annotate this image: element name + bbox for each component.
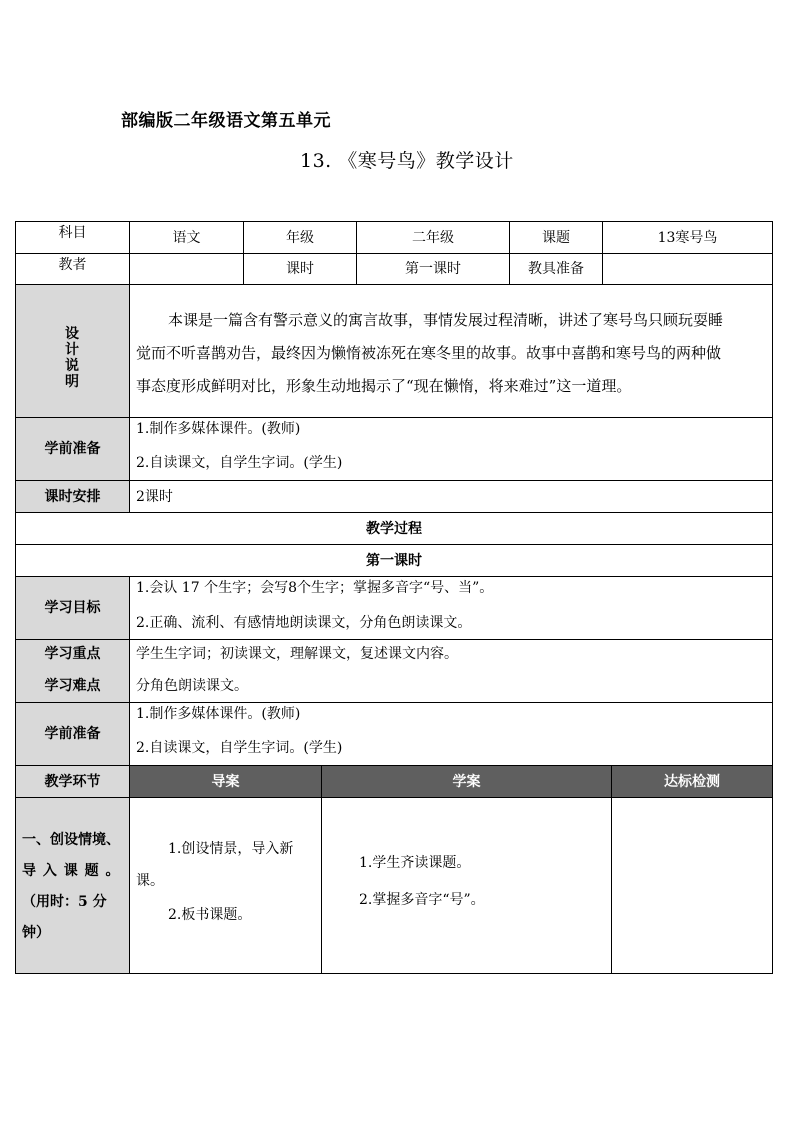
check-header: 达标检测	[664, 773, 720, 790]
tools-label: 教具准备	[528, 261, 584, 277]
prep-item: 1.制作多媒体课件。(教师)	[136, 421, 301, 437]
prep-label: 学前准备	[44, 441, 101, 457]
goals-label: 学习目标	[44, 600, 101, 616]
period-value: 第一课时	[405, 261, 461, 277]
study-header: 学案	[452, 773, 481, 790]
subject-label: 科目	[58, 225, 87, 241]
prep2-item: 2.自读课文，自学生字词。(学生)	[136, 740, 343, 756]
step-header: 教学环节	[44, 773, 101, 790]
document-title: 13. 《寒号鸟》教学设计	[300, 150, 514, 172]
difficulty-label: 学习难点	[44, 678, 101, 694]
subject-value: 语文	[172, 229, 201, 246]
guide-header: 导案	[211, 773, 240, 790]
lesson1-title: 第一课时	[366, 552, 422, 569]
key-label: 学习重点	[44, 646, 101, 662]
step1-study-line: 2.掌握多音字“号”。	[359, 892, 485, 908]
prep-item: 2.自读课文，自学生字词。(学生)	[136, 455, 343, 471]
step1-guide-line: 2.板书课题。	[168, 907, 252, 923]
step1-label-line: （用时：5 分	[22, 894, 107, 910]
grade-label: 年级	[286, 229, 314, 246]
prep2-item: 1.制作多媒体课件。(教师)	[136, 706, 301, 722]
teacher-label: 教者	[58, 257, 87, 273]
table-border	[772, 221, 773, 974]
step1-label-line: 一、创设情境、	[22, 832, 120, 848]
design-label-char: 计	[65, 342, 79, 358]
design-text-line: 事态度形成鲜明对比，形象生动地揭示了“现在懒惰，将来难过”这一道理。	[136, 377, 632, 395]
design-text-line: 本课是一篇含有警示意义的寓言故事，事情发展过程清晰，讲述了寒号鸟只顾玩耍睡	[168, 311, 724, 329]
step1-label-line: 钟）	[22, 925, 50, 941]
design-label-char: 说	[65, 358, 79, 374]
schedule-value: 2课时	[136, 488, 173, 505]
period-label: 课时	[286, 261, 314, 277]
difficulty-value: 分角色朗读课文。	[136, 678, 248, 694]
key-value: 学生生字词；初读课文，理解课文，复述课文内容。	[136, 646, 458, 662]
tools-value	[603, 254, 772, 284]
teacher-value	[130, 254, 243, 284]
goals-item: 1.会认 17 个生字；会写8个生字；掌握多音字“号、当”。	[136, 580, 494, 596]
step1-study-line: 1.学生齐读课题。	[359, 855, 471, 871]
topic-value: 13寒号鸟	[657, 229, 718, 246]
step1-guide-line: 1.创设情景，导入新	[168, 841, 294, 857]
document-subtitle: 部编版二年级语文第五单元	[121, 111, 331, 131]
grade-value: 二年级	[412, 229, 454, 246]
process-title: 教学过程	[366, 520, 422, 537]
schedule-label: 课时安排	[44, 488, 101, 505]
topic-label: 课题	[542, 229, 570, 246]
step1-guide-line: 课。	[136, 873, 164, 889]
design-text-line: 觉而不听喜鹊劝告，最终因为懒惰被冻死在寒冬里的故事。故事中喜鹊和寒号鸟的两种做	[136, 344, 722, 362]
goals-item: 2.正确、流利、有感情地朗读课文，分角色朗读课文。	[136, 615, 472, 631]
design-label-char: 设	[65, 326, 79, 342]
step1-label-line: 导 入 课 题 。	[22, 863, 121, 879]
design-label-char: 明	[65, 374, 79, 390]
prep2-label: 学前准备	[44, 726, 101, 742]
